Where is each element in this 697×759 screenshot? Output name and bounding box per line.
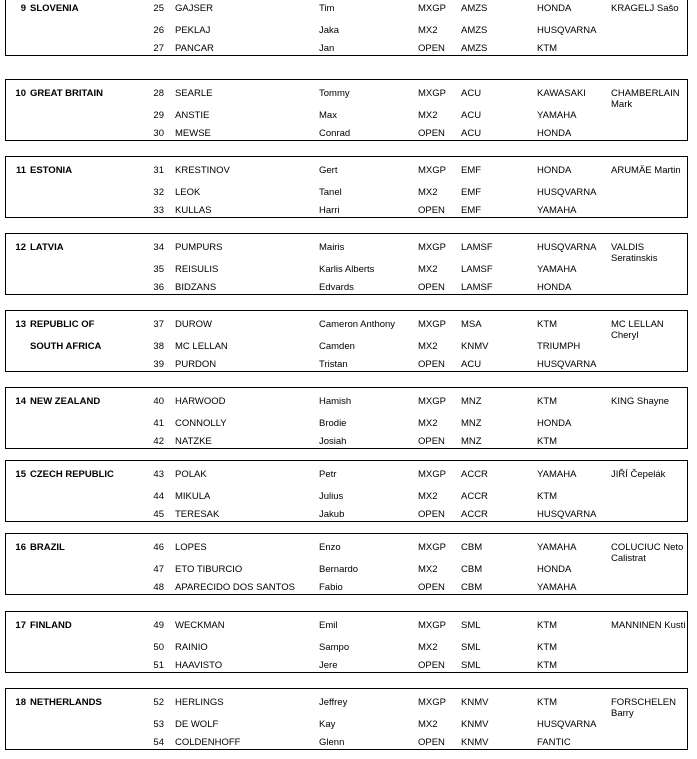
rider-number: 32 <box>153 187 164 198</box>
rider-last-name: MEWSE <box>175 128 211 139</box>
rider-number: 41 <box>153 418 164 429</box>
rider-first-name: Cameron Anthony <box>319 319 396 330</box>
rider-last-name: KRESTINOV <box>175 165 230 176</box>
rider-manufacturer: HONDA <box>537 3 572 14</box>
rider-first-name: Camden <box>319 341 355 352</box>
rider-class: MX2 <box>418 341 438 352</box>
rider-number: 28 <box>153 88 164 99</box>
rider-last-name: WECKMAN <box>175 620 225 631</box>
rider-last-name: RAINIO <box>175 642 208 653</box>
rider-class: MX2 <box>418 491 438 502</box>
rider-manufacturer: KTM <box>537 660 558 671</box>
rider-federation: ACU <box>461 359 482 370</box>
rider-first-name: Hamish <box>319 396 352 407</box>
rider-first-name: Fabio <box>319 582 343 593</box>
rider-class: OPEN <box>418 582 445 593</box>
rider-last-name: COLDENHOFF <box>175 737 241 748</box>
rider-federation: SML <box>461 620 481 631</box>
rider-manufacturer: KAWASAKI <box>537 88 586 99</box>
team-manager: FORSCHELEN Barry <box>611 697 676 719</box>
rider-last-name: PEKLAJ <box>175 25 211 36</box>
rider-last-name: PURDON <box>175 359 217 370</box>
rider-class: MXGP <box>418 620 446 631</box>
rider-class: MXGP <box>418 88 446 99</box>
team-manager: COLUCIUC Neto Calistrat <box>611 542 684 564</box>
team-country: GREAT BRITAIN <box>30 88 104 99</box>
team-country: ESTONIA <box>30 165 73 176</box>
rider-number: 30 <box>153 128 164 139</box>
rider-class: MXGP <box>418 242 446 253</box>
rider-number: 31 <box>153 165 164 176</box>
rider-manufacturer: HONDA <box>537 418 572 429</box>
team-country: SLOVENIA <box>30 3 79 14</box>
team-country: FINLAND <box>30 620 72 631</box>
rider-federation: ACCR <box>461 469 488 480</box>
rider-class: OPEN <box>418 205 445 216</box>
team-manager: VALDIS Seratinskis <box>611 242 658 264</box>
rider-class: MX2 <box>418 564 438 575</box>
rider-last-name: MIKULA <box>175 491 211 502</box>
rider-manufacturer: KTM <box>537 396 558 407</box>
team-rank: 12 <box>15 242 26 253</box>
rider-manufacturer: KTM <box>537 43 558 54</box>
rider-first-name: Karlis Alberts <box>319 264 375 275</box>
team-rank: 10 <box>15 88 26 99</box>
team-rank: 9 <box>20 3 26 14</box>
rider-last-name: LEOK <box>175 187 201 198</box>
rider-federation: KNMV <box>461 341 489 352</box>
rider-class: MX2 <box>418 110 438 121</box>
team-country: NETHERLANDS <box>30 697 102 708</box>
team-rank: 14 <box>15 396 26 407</box>
rider-last-name: POLAK <box>175 469 207 480</box>
team-rank: 17 <box>15 620 26 631</box>
rider-federation: CBM <box>461 542 483 553</box>
rider-federation: LAMSF <box>461 242 493 253</box>
rider-manufacturer: YAMAHA <box>537 469 577 480</box>
rider-first-name: Gert <box>319 165 338 176</box>
team-manager: KRAGELJ Sašo <box>611 3 679 14</box>
rider-last-name: PUMPURS <box>175 242 223 253</box>
rider-first-name: Conrad <box>319 128 351 139</box>
rider-manufacturer: YAMAHA <box>537 264 577 275</box>
rider-manufacturer: YAMAHA <box>537 110 577 121</box>
rider-class: OPEN <box>418 128 445 139</box>
rider-last-name: KULLAS <box>175 205 212 216</box>
rider-manufacturer: HUSQVARNA <box>537 187 597 198</box>
rider-federation: ACU <box>461 110 482 121</box>
rider-number: 38 <box>153 341 164 352</box>
rider-number: 39 <box>153 359 164 370</box>
rider-federation: AMZS <box>461 43 488 54</box>
rider-class: MX2 <box>418 187 438 198</box>
rider-first-name: Enzo <box>319 542 341 553</box>
team-country: REPUBLIC OF <box>30 319 95 330</box>
rider-class: OPEN <box>418 660 445 671</box>
rider-class: OPEN <box>418 282 445 293</box>
rider-manufacturer: HUSQVARNA <box>537 242 597 253</box>
rider-federation: EMF <box>461 205 482 216</box>
rider-class: OPEN <box>418 43 445 54</box>
rider-number: 53 <box>153 719 164 730</box>
rider-manufacturer: KTM <box>537 436 558 447</box>
rider-federation: ACCR <box>461 491 488 502</box>
rider-last-name: HAAVISTO <box>175 660 223 671</box>
rider-number: 34 <box>153 242 164 253</box>
rider-federation: EMF <box>461 187 482 198</box>
rider-federation: LAMSF <box>461 282 493 293</box>
rider-first-name: Jeffrey <box>319 697 348 708</box>
rider-federation: CBM <box>461 564 483 575</box>
rider-manufacturer: HUSQVARNA <box>537 509 597 520</box>
rider-manufacturer: HUSQVARNA <box>537 25 597 36</box>
rider-manufacturer: HUSQVARNA <box>537 719 597 730</box>
rider-first-name: Josiah <box>319 436 347 447</box>
rider-number: 29 <box>153 110 164 121</box>
rider-number: 52 <box>153 697 164 708</box>
rider-manufacturer: FANTIC <box>537 737 571 748</box>
rider-last-name: TERESAK <box>175 509 220 520</box>
team-country: SOUTH AFRICA <box>30 341 102 352</box>
rider-manufacturer: HONDA <box>537 128 572 139</box>
rider-federation: EMF <box>461 165 482 176</box>
rider-number: 25 <box>153 3 164 14</box>
rider-number: 54 <box>153 737 164 748</box>
rider-manufacturer: TRIUMPH <box>537 341 581 352</box>
rider-last-name: DE WOLF <box>175 719 219 730</box>
team-rank: 16 <box>15 542 26 553</box>
team-manager: JIŘÍ Čepelák <box>611 469 666 480</box>
rider-last-name: ANSTIE <box>175 110 210 121</box>
team-manager: MC LELLAN Cheryl <box>611 319 664 341</box>
rider-number: 47 <box>153 564 164 575</box>
rider-last-name: BIDZANS <box>175 282 217 293</box>
rider-first-name: Emil <box>319 620 338 631</box>
rider-number: 44 <box>153 491 164 502</box>
rider-federation: AMZS <box>461 3 488 14</box>
rider-first-name: Tommy <box>319 88 350 99</box>
rider-last-name: CONNOLLY <box>175 418 227 429</box>
rider-number: 51 <box>153 660 164 671</box>
team-manager: KING Shayne <box>611 396 670 407</box>
rider-last-name: MC LELLAN <box>175 341 228 352</box>
rider-last-name: HERLINGS <box>175 697 224 708</box>
rider-federation: MSA <box>461 319 482 330</box>
rider-manufacturer: YAMAHA <box>537 582 577 593</box>
rider-first-name: Petr <box>319 469 337 480</box>
rider-federation: ACU <box>461 88 482 99</box>
rider-federation: AMZS <box>461 25 488 36</box>
rider-federation: SML <box>461 660 481 671</box>
rider-federation: MNZ <box>461 396 482 407</box>
rider-class: MXGP <box>418 396 446 407</box>
rider-last-name: GAJSER <box>175 3 214 14</box>
rider-number: 27 <box>153 43 164 54</box>
rider-first-name: Mairis <box>319 242 345 253</box>
rider-last-name: NATZKE <box>175 436 212 447</box>
rider-number: 50 <box>153 642 164 653</box>
rider-federation: MNZ <box>461 436 482 447</box>
rider-number: 36 <box>153 282 164 293</box>
team-country: NEW ZEALAND <box>30 396 101 407</box>
rider-first-name: Sampo <box>319 642 350 653</box>
rider-manufacturer: YAMAHA <box>537 205 577 216</box>
rider-last-name: PANCAR <box>175 43 214 54</box>
rider-first-name: Jere <box>319 660 338 671</box>
rider-class: MXGP <box>418 542 446 553</box>
rider-class: MXGP <box>418 165 446 176</box>
rider-manufacturer: KTM <box>537 491 558 502</box>
team-manager: MANNINEN Kusti <box>611 620 686 631</box>
rider-number: 33 <box>153 205 164 216</box>
rider-first-name: Harri <box>319 205 340 216</box>
rider-number: 35 <box>153 264 164 275</box>
rider-class: MXGP <box>418 469 446 480</box>
rider-first-name: Jan <box>319 43 335 54</box>
rider-first-name: Glenn <box>319 737 345 748</box>
rider-class: MX2 <box>418 418 438 429</box>
rider-first-name: Bernardo <box>319 564 359 575</box>
rider-class: MXGP <box>418 3 446 14</box>
team-rank: 13 <box>15 319 26 330</box>
rider-last-name: DUROW <box>175 319 212 330</box>
team-country: CZECH REPUBLIC <box>30 469 114 480</box>
team-rank: 15 <box>15 469 26 480</box>
rider-manufacturer: KTM <box>537 620 558 631</box>
team-rank: 18 <box>15 697 26 708</box>
rider-federation: KNMV <box>461 697 489 708</box>
rider-first-name: Brodie <box>319 418 347 429</box>
rider-manufacturer: KTM <box>537 697 558 708</box>
rider-federation: SML <box>461 642 481 653</box>
rider-last-name: ETO TIBURCIO <box>175 564 243 575</box>
rider-number: 46 <box>153 542 164 553</box>
team-country: BRAZIL <box>30 542 65 553</box>
rider-first-name: Jaka <box>319 25 340 36</box>
rider-class: MX2 <box>418 264 438 275</box>
team-rank: 11 <box>15 165 26 176</box>
rider-federation: KNMV <box>461 737 489 748</box>
rider-last-name: APARECIDO DOS SANTOS <box>175 582 296 593</box>
rider-class: MXGP <box>418 697 446 708</box>
rider-number: 43 <box>153 469 164 480</box>
rider-first-name: Jakub <box>319 509 345 520</box>
rider-last-name: REISULIS <box>175 264 219 275</box>
rider-federation: KNMV <box>461 719 489 730</box>
rider-class: OPEN <box>418 737 445 748</box>
rider-federation: CBM <box>461 582 483 593</box>
rider-class: MX2 <box>418 25 438 36</box>
rider-class: OPEN <box>418 359 445 370</box>
rider-first-name: Edvards <box>319 282 354 293</box>
rider-last-name: HARWOOD <box>175 396 226 407</box>
rider-number: 49 <box>153 620 164 631</box>
rider-class: OPEN <box>418 436 445 447</box>
rider-number: 45 <box>153 509 164 520</box>
rider-federation: ACCR <box>461 509 488 520</box>
rider-manufacturer: KTM <box>537 642 558 653</box>
rider-manufacturer: YAMAHA <box>537 542 577 553</box>
rider-federation: LAMSF <box>461 264 493 275</box>
rider-number: 26 <box>153 25 164 36</box>
rider-number: 37 <box>153 319 164 330</box>
rider-federation: MNZ <box>461 418 482 429</box>
rider-manufacturer: KTM <box>537 319 558 330</box>
rider-first-name: Kay <box>319 719 336 730</box>
rider-last-name: LOPES <box>175 542 207 553</box>
rider-number: 48 <box>153 582 164 593</box>
team-manager: CHAMBERLAIN Mark <box>611 88 680 110</box>
team-manager: ARUMÄE Martin <box>611 165 681 176</box>
rider-number: 42 <box>153 436 164 447</box>
rider-manufacturer: HONDA <box>537 282 572 293</box>
rider-number: 40 <box>153 396 164 407</box>
rider-first-name: Tim <box>319 3 335 14</box>
rider-manufacturer: HONDA <box>537 564 572 575</box>
rider-manufacturer: HUSQVARNA <box>537 359 597 370</box>
rider-class: MX2 <box>418 642 438 653</box>
rider-first-name: Tanel <box>319 187 342 198</box>
rider-class: OPEN <box>418 509 445 520</box>
rider-first-name: Julius <box>319 491 344 502</box>
rider-first-name: Max <box>319 110 337 121</box>
rider-first-name: Tristan <box>319 359 348 370</box>
rider-last-name: SEARLE <box>175 88 213 99</box>
team-country: LATVIA <box>30 242 64 253</box>
rider-manufacturer: HONDA <box>537 165 572 176</box>
rider-class: MXGP <box>418 319 446 330</box>
rider-class: MX2 <box>418 719 438 730</box>
rider-federation: ACU <box>461 128 482 139</box>
